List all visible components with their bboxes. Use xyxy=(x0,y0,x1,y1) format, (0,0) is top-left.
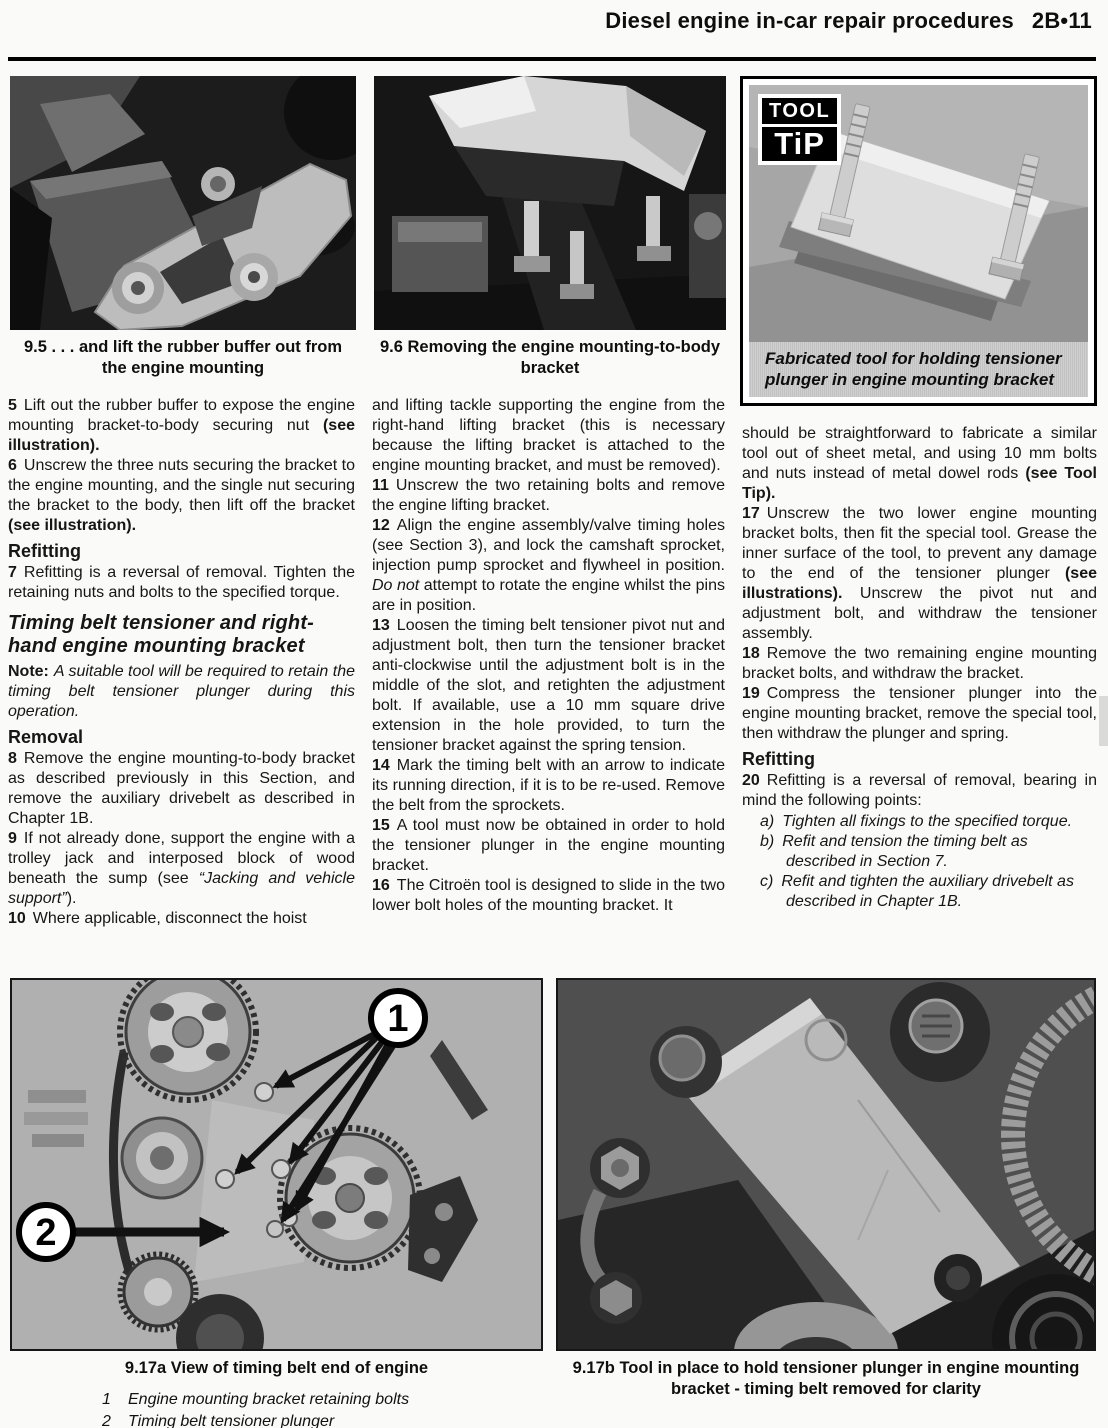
timing-belt-end-photo-illustration xyxy=(12,980,541,1349)
left-hex-bolt xyxy=(590,1138,650,1198)
figure-9-5 xyxy=(10,76,356,379)
legend-item-1-label: Engine mounting bracket retaining bolts xyxy=(128,1391,410,1408)
paragraph-20 xyxy=(742,771,1097,811)
paragraph-5-number: 5 xyxy=(8,397,17,414)
figure-9-17b xyxy=(556,978,1096,1400)
refitting-heading-left: Refitting xyxy=(8,541,81,561)
paragraph-17-tail: Unscrew the pivot nut and adjustment bolt, and withdraw the tensioner assembly. xyxy=(742,585,1097,642)
paragraph-20-text: Refitting is a reversal of removal, bearing in mind the following points: xyxy=(742,772,1097,809)
removal-heading: Removal xyxy=(8,727,84,747)
paragraph-11 xyxy=(372,476,725,516)
paragraph-13 xyxy=(372,616,725,756)
header-rule xyxy=(8,57,1096,61)
photo-9-17b xyxy=(556,978,1096,1351)
paragraph-7-number: 7 xyxy=(8,564,17,581)
paragraph-6-see-illustration: (see illustration). xyxy=(8,517,137,534)
note-text: A suitable tool will be required to retain the timing belt tensioner plunger during this operation. xyxy=(8,663,355,720)
paragraph-15 xyxy=(372,816,725,876)
paragraph-10 xyxy=(8,909,355,929)
paragraph-5 xyxy=(8,396,355,456)
figure-9-17a-caption: 9.17a View of timing belt end of engine xyxy=(124,1359,429,1377)
legend-item-1 xyxy=(102,1389,543,1411)
paragraph-17-see-illustrations: (see illustrations). xyxy=(742,565,1097,602)
paragraph-6-number: 6 xyxy=(8,457,17,474)
paragraph-10-continued xyxy=(372,396,725,476)
mounting-boss-left xyxy=(112,262,164,314)
list-item-b-text: Refit and tension the timing belt as described in Section 7. xyxy=(782,833,1028,870)
upper-left-bolt xyxy=(650,1026,722,1098)
water-pump-pulley xyxy=(122,1118,202,1198)
paragraph-5-see-illustration: (see illustration). xyxy=(8,417,355,454)
paragraph-9-text: If not already done, support the engine with a trolley jack and interposed block of wood beneath the sump (see xyxy=(8,830,355,887)
paragraph-19-text: Compress the tensioner plunger into the engine mounting bracket, remove the special tool, then withdraw the plunger and spring. xyxy=(742,685,1097,742)
paragraph-20-number: 20 xyxy=(742,772,760,789)
paragraph-11-text: Unscrew the two retaining bolts and remove the engine lifting bracket. xyxy=(372,477,725,514)
paragraph-10-continued-text: and lifting tackle supporting the engine from the right-hand lifting bracket (this is necessary because the lifting bracket is attached to the engine mounting bracket, and must be removed). xyxy=(372,397,725,474)
section-heading-tensioner: Timing belt tensioner and right-hand engine mounting bracket xyxy=(8,612,315,657)
paragraph-9-tail: ). xyxy=(66,890,77,907)
paragraph-17 xyxy=(742,504,1097,644)
list-item-c-marker: c) xyxy=(760,873,774,890)
paragraph-8-number: 8 xyxy=(8,750,17,767)
figure-9-17b-caption: 9.17b Tool in place to hold tensioner plunger in engine mounting bracket - timing belt removed for clarity xyxy=(572,1359,1080,1398)
figure-9-17a xyxy=(10,978,543,1428)
list-item-a-marker: a) xyxy=(760,813,775,830)
photo-9-6 xyxy=(374,76,726,330)
tool-tip-badge-word-tip: TiP xyxy=(762,127,837,161)
paragraph-19 xyxy=(742,684,1097,744)
paragraph-6-text: Unscrew the three nuts securing the bracket to the engine mounting, and the single nut securing the bracket to the body, then lift off the bracket xyxy=(8,457,355,514)
paragraph-9-number: 9 xyxy=(8,830,17,847)
paragraph-16 xyxy=(372,876,725,916)
tool-tip-box xyxy=(740,76,1097,406)
paragraph-16-continued-text: should be straightforward to fabricate a similar tool out of sheet metal, and using 10 mm bolts and nuts instead of metal dowel rods xyxy=(742,425,1097,482)
paragraph-13-text: Loosen the timing belt tensioner pivot nut and adjustment bolt, then turn the tensioner bracket anti-clockwise until the adjustment bolt is in the middle of the slot, and retighten the adjustment bolt. If available, use a 10 mm square drive extension in the hole provided, to turn the tensioner bracket against the spring tension. xyxy=(372,617,725,754)
legend-item-2-label: Timing belt tensioner plunger xyxy=(128,1413,335,1428)
column-middle xyxy=(372,396,725,916)
figure-9-6-caption: 9.6 Removing the engine mounting-to-body bracket xyxy=(379,338,721,377)
upper-right-bolt xyxy=(890,982,990,1082)
tool-tip-caption: Fabricated tool for holding tensioner plunger in engine mounting bracket xyxy=(749,342,1088,397)
note-paragraph xyxy=(8,662,355,722)
paragraph-18-number: 18 xyxy=(742,645,760,662)
paragraph-16-continued xyxy=(742,424,1097,504)
paragraph-15-number: 15 xyxy=(372,817,390,834)
paragraph-12-number: 12 xyxy=(372,517,390,534)
column-right xyxy=(742,424,1097,912)
paragraph-16-see-tool-tip: (see Tool Tip). xyxy=(742,465,1098,502)
list-item-b xyxy=(742,832,1097,872)
legend-item-2-number: 2 xyxy=(102,1413,111,1428)
paragraph-6 xyxy=(8,456,355,536)
paragraph-18-text: Remove the two remaining engine mounting bracket bolts, and withdraw the bracket. xyxy=(742,645,1097,682)
scan-artifact xyxy=(1099,696,1108,746)
page-title: Diesel engine in-car repair procedures xyxy=(605,8,1014,33)
list-item-b-marker: b) xyxy=(760,833,775,850)
page-number: 2B•11 xyxy=(1031,8,1092,33)
figure-9-17a-legend xyxy=(102,1389,543,1428)
paragraph-18 xyxy=(742,644,1097,684)
mounting-boss-right xyxy=(230,253,278,301)
photo-9-17a xyxy=(10,978,543,1351)
page-header xyxy=(0,8,1092,34)
tool-in-place-photo-illustration xyxy=(558,980,1094,1349)
note-label: Note: xyxy=(8,663,49,680)
paragraph-14-text: Mark the timing belt with an arrow to indicate its running direction, if it is to be re-used. Remove the belt from the sprockets. xyxy=(372,757,725,814)
tool-tip-badge xyxy=(758,94,841,165)
paragraph-12-tail: attempt to rotate the engine whilst the pins are in position. xyxy=(372,577,725,614)
refitting-heading-right: Refitting xyxy=(742,749,815,769)
callout-1 xyxy=(371,991,425,1045)
callout-1-label: 1 xyxy=(387,998,409,1040)
mounting-boss-top xyxy=(201,167,235,201)
paragraph-10-text: Where applicable, disconnect the hoist xyxy=(32,910,307,927)
paragraph-16-text: The Citroën tool is designed to slide in the two lower bolt holes of the mounting bracket. It xyxy=(372,877,725,914)
paragraph-12 xyxy=(372,516,725,616)
legend-item-1-number: 1 xyxy=(102,1391,111,1408)
figure-9-6 xyxy=(374,76,726,379)
refitting-points-list xyxy=(742,812,1097,912)
paragraph-5-text: Lift out the rubber buffer to expose the engine mounting bracket-to-body securing nut xyxy=(8,397,355,434)
paragraph-12-text: Align the engine assembly/valve timing holes (see Section 3), and lock the camshaft sprocket, injection pump sprocket and flywheel in position. xyxy=(372,517,725,574)
paragraph-9-jacking-ref: “Jacking and vehicle support” xyxy=(8,870,356,907)
paragraph-14 xyxy=(372,756,725,816)
tool-tip-photo xyxy=(749,85,1088,343)
paragraph-11-number: 11 xyxy=(372,477,389,494)
paragraph-7-text: Refitting is a reversal of removal. Tighten the retaining nuts and bolts to the specified torque. xyxy=(8,564,355,601)
paragraph-8-text: Remove the engine mounting-to-body bracket as described previously in this Section, and remove the auxiliary drivebelt as described in Chapter 1B. xyxy=(8,750,355,827)
list-item-a-text: Tighten all fixings to the specified torque. xyxy=(782,813,1073,830)
paragraph-9 xyxy=(8,829,355,909)
paragraph-17-number: 17 xyxy=(742,505,760,522)
paragraph-8 xyxy=(8,749,355,829)
paragraph-10-number: 10 xyxy=(8,910,26,927)
column-left xyxy=(8,396,355,929)
callout-2-label: 2 xyxy=(35,1212,57,1254)
engine-mounting-bracket-photo-illustration xyxy=(10,76,356,330)
paragraph-13-number: 13 xyxy=(372,617,390,634)
photo-9-5 xyxy=(10,76,356,330)
engine-bay-bracket-photo-illustration xyxy=(374,76,726,330)
callout-2 xyxy=(19,1205,73,1259)
figure-9-5-caption: 9.5 . . . and lift the rubber buffer out from the engine mounting xyxy=(23,338,343,377)
legend-item-2 xyxy=(102,1411,543,1428)
list-item-c-text: Refit and tighten the auxiliary drivebelt as described in Chapter 1B. xyxy=(781,873,1074,910)
list-item-a xyxy=(742,812,1097,832)
paragraph-12-do-not: Do not xyxy=(372,577,420,594)
paragraph-15-text: A tool must now be obtained in order to hold the tensioner plunger in the engine mounting bracket. xyxy=(372,817,725,874)
tool-tip-badge-word-tool: TOOL xyxy=(762,98,837,124)
paragraph-19-number: 19 xyxy=(742,685,760,702)
paragraph-16-number: 16 xyxy=(372,877,390,894)
paragraph-17-text: Unscrew the two lower engine mounting bracket bolts, then fit the special tool. Grease the inner surface of the tool, to prevent any damage to the end of the tensioner plunger xyxy=(742,505,1097,582)
paragraph-14-number: 14 xyxy=(372,757,390,774)
paragraph-7 xyxy=(8,563,355,603)
list-item-c xyxy=(742,872,1097,912)
